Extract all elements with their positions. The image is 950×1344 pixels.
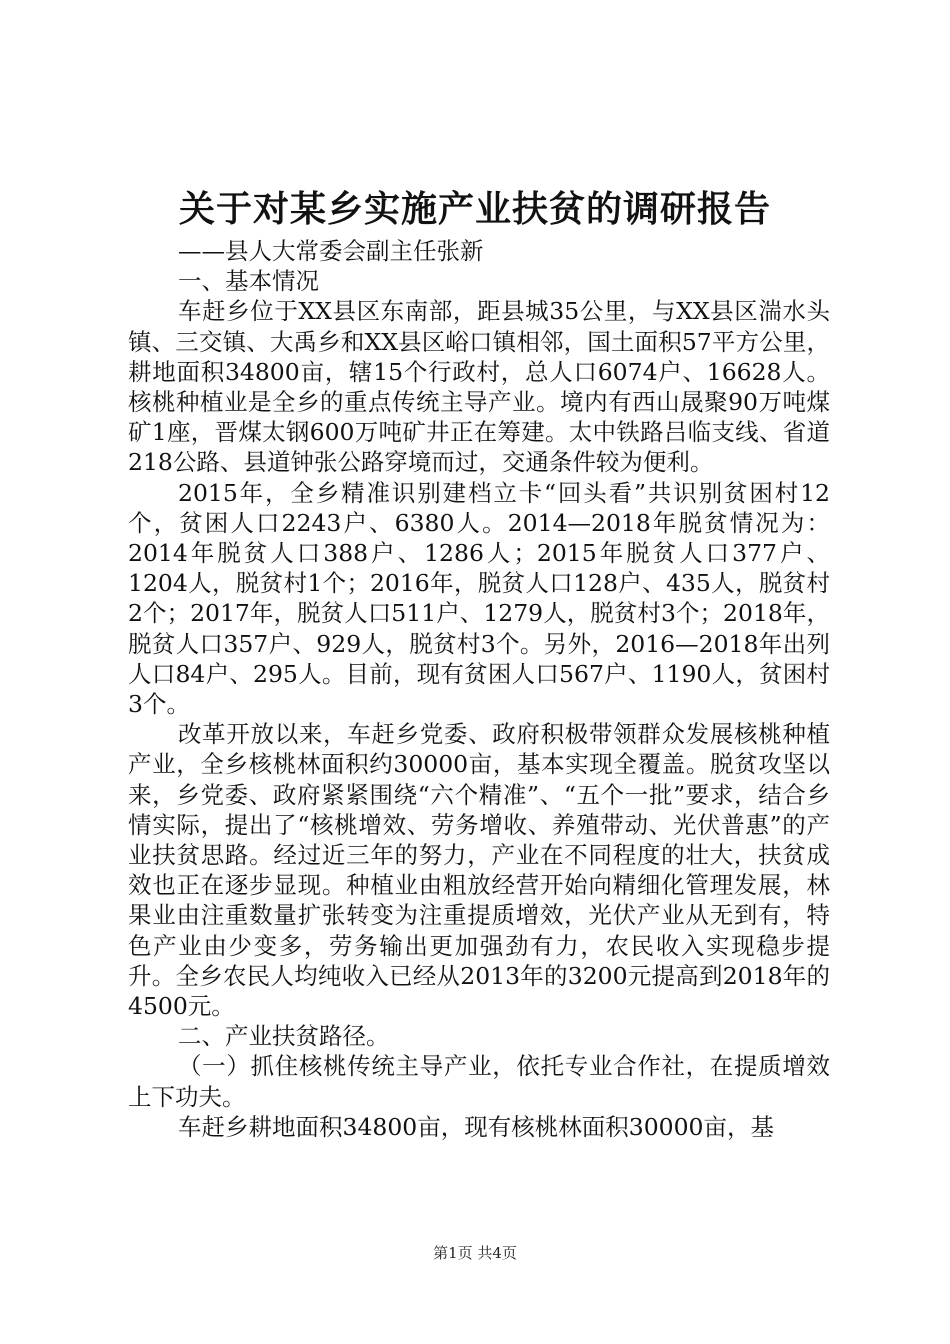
paragraph-industry-development: 改革开放以来，车赶乡党委、政府积极带领群众发展核桃种植产业，全乡核桃林面积约30000亩，基本实现全覆盖。脱贫攻坚以来，乡党委、政府紧紧围绕“六个精准”、“五个一批”要求，结合乡情实际，提出了“核桃增效、劳务增收、养殖带动、光伏普惠”的产业扶贫思路。经过近三年的努力，产业在不同程度的壮大，扶贫成效也正在逐步显现。种植业由粗放经营开始向精细化管理发展，林果业由注重数量扩张转变为注重提质增效，光伏产业从无到有，特色产业由少变多，劳务输出更加强劲有力，农民收入实现稳步提升。全乡农民人均纯收入已经从2013年的3200元提高到2018年的4500元。 (128, 720, 830, 1021)
paragraph-walnut-area: 车赶乡耕地面积34800亩，现有核桃林面积30000亩，基 (178, 1112, 775, 1141)
paragraph-overview: 车赶乡位于XX县区东南部，距县城35公里，与XX县区湍水头镇、三交镇、大禹乡和XX县区峪口镇相邻，国土面积57平方公里，耕地面积34800亩，辖15个行政村，总人口6074户、16628人。核桃种植业是全乡的重点传统主导产业。境内有西山晟聚90万吨煤矿1座，晋煤太钢600万吨矿井正在筹建。太中铁路吕临支线、省道218公路、县道钟张公路穿境而过，交通条件较为便利。 (128, 297, 830, 477)
section-heading-basic-situation: 一、基本情况 (178, 267, 319, 296)
document-body (128, 236, 830, 1142)
document-title: 关于对某乡实施产业扶贫的调研报告 (178, 188, 771, 230)
document-subtitle: ——县人大常委会副主任张新 (178, 237, 484, 265)
paragraph-poverty-stats: 2015年，全乡精准识别建档立卡“回头看”共识别贫困村12个，贫困人口2243户、6380人。2014—2018年脱贫情况为：2014年脱贫人口388户、1286人；2015年脱贫人口377户、1204人，脱贫村1个；2016年，脱贫人口128户、435人，脱贫村2个；2017年，脱贫人口511户、1279人，脱贫村3个；2018年，脱贫人口357户、929人，脱贫村3个。另外，2016—2018年出列人口84户、295人。目前，现有贫困人口567户、1190人，贫困村3个。 (128, 478, 830, 719)
section-heading-industry-path: 二、产业扶贫路径。 (178, 1022, 390, 1051)
subsection-heading-walnut: （一）抓住核桃传统主导产业，依托专业合作社，在提质增效上下功夫。 (128, 1052, 830, 1111)
page-footer: 第1页 共4页 (433, 1244, 517, 1262)
